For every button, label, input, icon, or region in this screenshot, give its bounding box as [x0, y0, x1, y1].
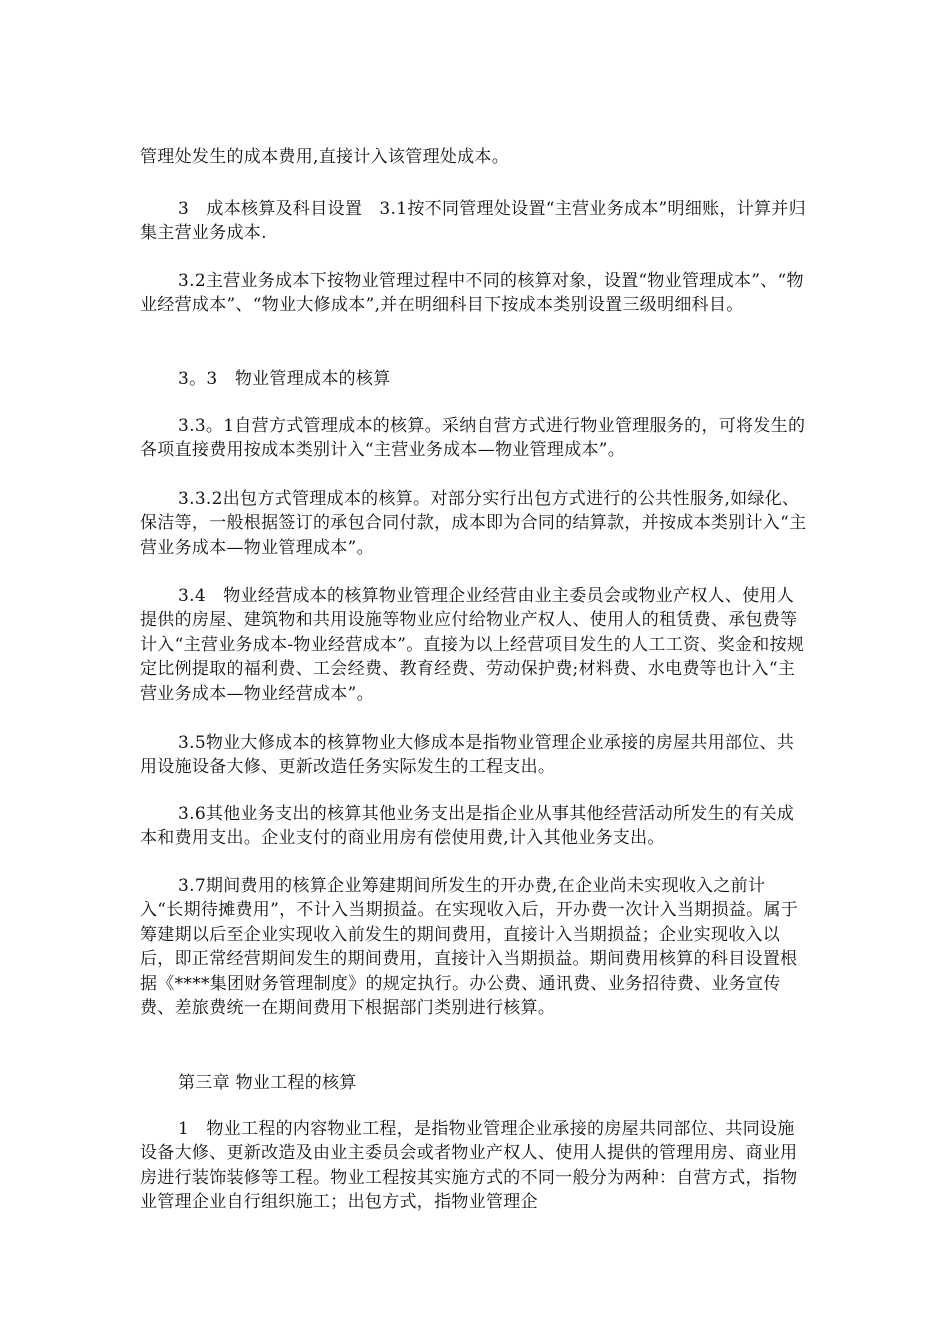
paragraph-section-3-2: 3.2主营业务成本下按物业管理过程中不同的核算对象，设置“物业管理成本”、“物业经营成本”、“物业大修成本”,并在明细科目下按成本类别设置三级明细科目。: [140, 271, 804, 316]
paragraph-continuation: 管理处发生的成本费用,直接计入该管理处成本。: [140, 147, 510, 167]
paragraph-section-3-5: 3.5物业大修成本的核算物业大修成本是指物业管理企业承接的房屋共用部位、共用设施设备大修、更新改造任务实际发生的工程支出。: [140, 733, 795, 778]
paragraph-section-3-6: 3.6其他业务支出的核算其他业务支出是指企业从事其他经营活动所发生的有关成本和费用支出。企业支付的商业用房有偿使用费,计入其他业务支出。: [140, 804, 795, 849]
paragraph-chapter-3-item-1: 1 物业工程的内容物业工程，是指物业管理企业承接的房屋共同部位、共同设施设备大修、更新改造及由业主委员会或者物业产权人、使用人提供的管理用房、商业用房进行装饰装修等工程。物业工程按其实施方式的不同一般分为两种：自营方式，指物业管理企业自行组织施工；出包方式，指物业管理企: [140, 1119, 798, 1213]
paragraph-section-3-3-2: 3.3.2出包方式管理成本的核算。对部分实行出包方式进行的公共性服务,如绿化、保洁等，一般根据签订的承包合同付款，成本即为合同的结算款，并按成本类别计入“主营业务成本—物业管理成本”。: [140, 489, 807, 558]
heading-section-3-3: 3。3 物业管理成本的核算: [178, 369, 391, 389]
chapter-heading: 第三章 物业工程的核算: [178, 1073, 357, 1093]
paragraph-section-3-4: 3.4 物业经营成本的核算物业管理企业经营由业主委员会或物业产权人、使用人提供的房屋、建筑物和共用设施等物业应付给物业产权人、使用人的租赁费、承包费等计入“主营业务成本-物业经营成本”。直接为以上经营项目发生的人工工资、奖金和按规定比例提取的福利费、工会经费、教育经费、劳动保护费;材料费、水电费等也计入“主营业务成本—物业经营成本”。: [140, 586, 805, 704]
paragraph-section-3-7: 3.7期间费用的核算企业筹建期间所发生的开办费,在企业尚未实现收入之前计入“长期待摊费用”，不计入当期损益。在实现收入后，开办费一次计入当期损益。属于筹建期以后至企业实现收入前发生的期间费用，直接计入当期损益；企业实现收入以后，即正常经营期间发生的期间费用，直接计入当期损益。期间费用核算的科目设置根据《****集团财务管理制度》的规定执行。办公费、通讯费、业务招待费、业务宣传费、差旅费统一在期间费用下根据部门类别进行核算。: [140, 876, 799, 1019]
paragraph-section-3-3-1: 3.3。1自营方式管理成本的核算。采纳自营方式进行物业管理服务的，可将发生的各项直接费用按成本类别计入“主营业务成本—物业管理成本”。: [140, 416, 806, 461]
paragraph-section-3: 3 成本核算及科目设置 3.1按不同管理处设置“主营业务成本”明细账，计算并归集主营业务成本.: [140, 199, 806, 244]
